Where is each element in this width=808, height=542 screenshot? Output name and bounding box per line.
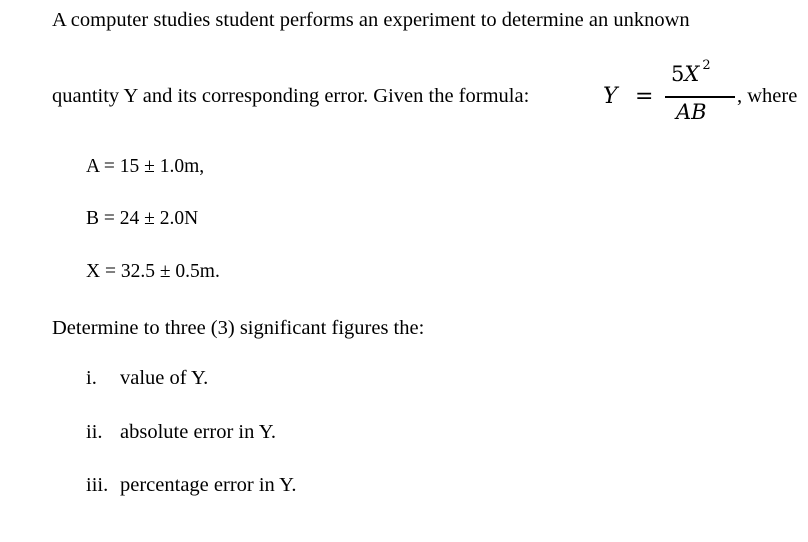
task-item-text: absolute error in Y. — [120, 421, 276, 443]
formula-fraction-bar — [665, 96, 735, 98]
formula-denominator: AB — [676, 100, 707, 124]
formula-numerator — [671, 58, 711, 86]
task-item-number: ii. — [86, 421, 103, 443]
task-item — [86, 420, 276, 444]
formula-numerator-coef: 5 — [671, 62, 685, 86]
intro-where-text: , where — [737, 85, 798, 107]
task-item-number: iii. — [86, 474, 109, 496]
task-item — [86, 366, 208, 390]
given-value-x: X = 32.5 ± 0.5m. — [86, 261, 220, 282]
task-item — [86, 473, 296, 497]
formula-numerator-exponent: 2 — [702, 58, 711, 73]
task-item-number: i. — [86, 367, 97, 389]
given-value-b: B = 24 ± 2.0N — [86, 208, 199, 229]
formula-numerator-var: X — [684, 62, 700, 86]
formula-equals: = — [635, 84, 654, 109]
given-value-a: A = 15 ± 1.0m, — [86, 156, 205, 177]
intro-text-line-2: quantity Y and its corresponding error. Given the formula: — [52, 85, 530, 107]
task-item-text: percentage error in Y. — [120, 474, 297, 496]
intro-text-line-1: A computer studies student performs an experiment to determine an unknown — [52, 9, 690, 31]
task-item-text: value of Y. — [120, 367, 209, 389]
task-heading: Determine to three (3) significant figures the: — [52, 317, 425, 339]
formula-lhs: Y — [603, 84, 618, 109]
